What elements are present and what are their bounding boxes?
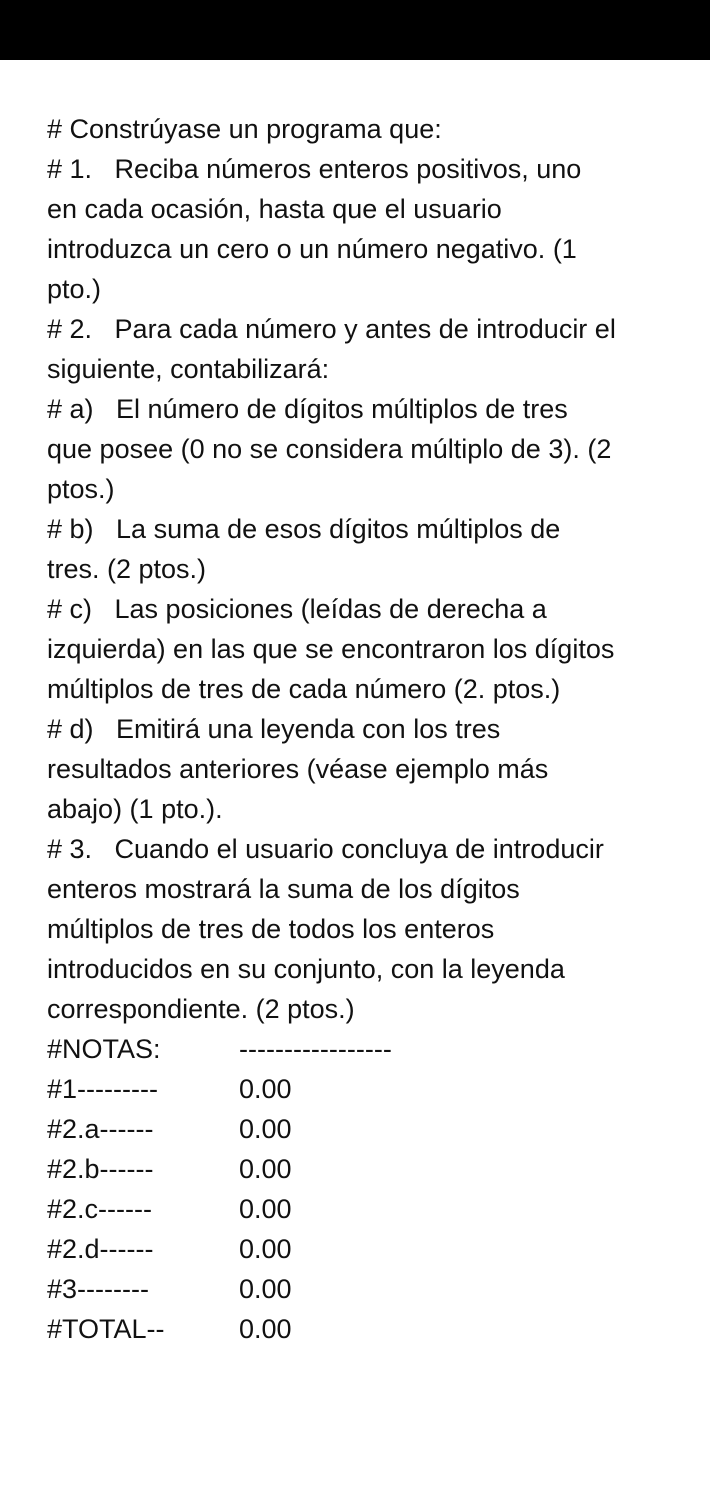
notes-row	[47, 1229, 677, 1269]
text-line: múltiplos de tres de cada número (2. ptos.)	[47, 674, 561, 704]
text-line: múltiplos de tres de todos los enteros	[47, 914, 495, 944]
notes-header-row	[47, 1029, 677, 1069]
notes-row	[47, 1189, 677, 1229]
text-line: # d) Emitirá una leyenda con los tres	[47, 714, 501, 744]
text-line: # a) El número de dígitos múltiplos de tres	[47, 394, 568, 424]
notes-row	[47, 1109, 677, 1149]
text-line: tres. (2 ptos.)	[47, 554, 207, 584]
text-line: # 3. Cuando el usuario concluya de introducir	[47, 834, 604, 864]
notes-value: -----------------	[239, 1034, 392, 1064]
text-line: enteros mostrará la suma de los dígitos	[47, 874, 520, 904]
notes-label: #TOTAL--	[47, 1314, 165, 1344]
text-line: ptos.)	[47, 474, 115, 504]
notes-value: 0.00	[239, 1314, 292, 1344]
text-line: que posee (0 no se considera múltiplo de 3). (2	[47, 434, 612, 464]
notes-label: #NOTAS:	[47, 1034, 161, 1064]
notes-label: #2.d------	[47, 1234, 154, 1264]
notes-label: #2.c------	[47, 1194, 152, 1224]
notes-value: 0.00	[239, 1194, 292, 1224]
text-line: introduzca un cero o un número negativo. (1	[47, 234, 577, 264]
notes-value: 0.00	[239, 1234, 292, 1264]
text-line: pto.)	[47, 274, 102, 304]
text-line: abajo) (1 pto.).	[47, 794, 223, 824]
text-line: # c) Las posiciones (leídas de derecha a	[47, 594, 547, 624]
notes-label: #3--------	[47, 1274, 149, 1304]
text-line: # 1. Reciba números enteros positivos, uno	[47, 154, 582, 184]
text-line: en cada ocasión, hasta que el usuario	[47, 194, 502, 224]
text-line: correspondiente. (2 ptos.)	[47, 994, 355, 1024]
notes-label: #2.a------	[47, 1114, 154, 1144]
notes-row	[47, 1069, 677, 1109]
notes-label: #2.b------	[47, 1154, 154, 1184]
notes-row	[47, 1269, 677, 1309]
notes-label: #1---------	[47, 1074, 158, 1104]
text-line: introducidos en su conjunto, con la leyenda	[47, 954, 565, 984]
notes-value: 0.00	[239, 1074, 292, 1104]
notes-value: 0.00	[239, 1114, 292, 1144]
text-line: izquierda) en las que se encontraron los dígitos	[47, 634, 615, 664]
notes-value: 0.00	[239, 1274, 292, 1304]
text-line: siguiente, contabilizará:	[47, 354, 330, 384]
notes-total-row	[47, 1309, 677, 1349]
notes-value: 0.00	[239, 1154, 292, 1184]
top-bar	[0, 0, 710, 60]
notes-row	[47, 1149, 677, 1189]
text-line: # b) La suma de esos dígitos múltiplos de	[47, 514, 561, 544]
document-body	[47, 109, 677, 1349]
text-line: # 2. Para cada número y antes de introducir el	[47, 314, 616, 344]
text-line: # Constrúyase un programa que:	[47, 114, 442, 144]
text-line: resultados anteriores (véase ejemplo más	[47, 754, 549, 784]
